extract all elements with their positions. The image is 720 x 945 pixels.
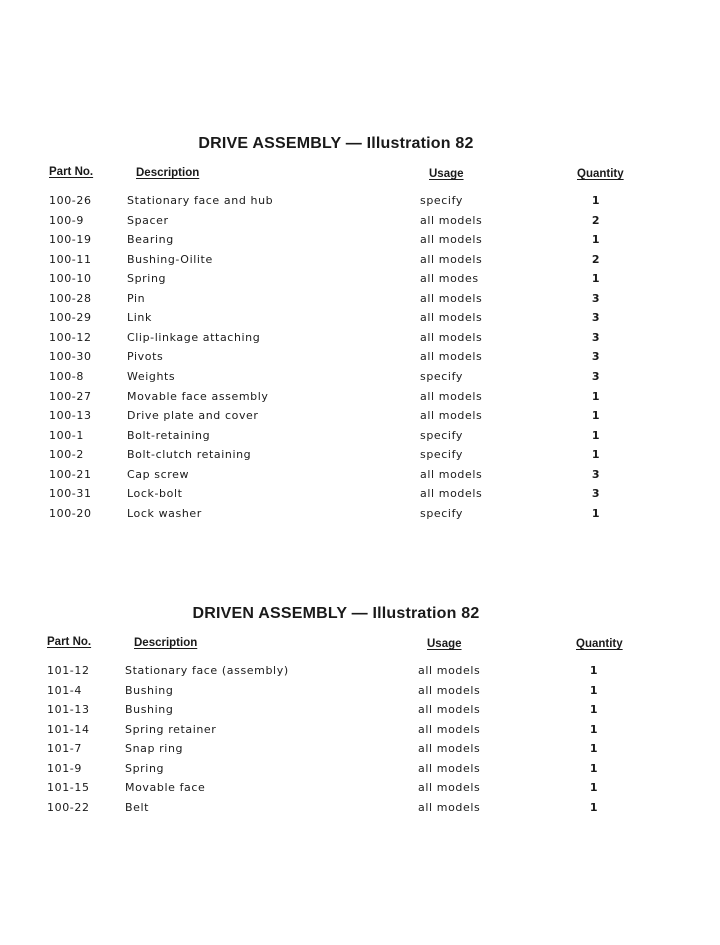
- description: Lock washer: [127, 506, 202, 520]
- usage: specify: [420, 506, 463, 520]
- table-row: [0, 801, 718, 821]
- part-number: 101-12: [47, 664, 90, 677]
- table-row: [0, 723, 718, 743]
- table-row: [0, 507, 720, 527]
- usage: all models: [420, 233, 483, 247]
- quantity: 2: [591, 213, 601, 227]
- table-row: [0, 703, 718, 723]
- quantity: 1: [589, 683, 599, 697]
- table-row: [0, 468, 720, 488]
- part-number: 100-30: [49, 350, 92, 364]
- table-row: [0, 781, 718, 801]
- usage: all models: [420, 213, 483, 227]
- usage: specify: [420, 428, 463, 442]
- table-row: [0, 292, 720, 312]
- part-number: 100-21: [49, 467, 92, 481]
- usage: all models: [418, 781, 481, 794]
- quantity: 1: [589, 761, 599, 775]
- quantity: 1: [591, 409, 601, 423]
- description: Drive plate and cover: [127, 409, 259, 423]
- description: Snap ring: [125, 742, 184, 755]
- part-number: 101-15: [47, 781, 90, 794]
- part-number: 100-28: [49, 291, 92, 305]
- description: Stationary face and hub: [127, 194, 274, 207]
- table-row: [0, 487, 720, 507]
- description: Belt: [125, 800, 150, 814]
- quantity: 3: [591, 487, 601, 501]
- part-number: 100-13: [49, 409, 92, 423]
- part-number: 101-13: [47, 703, 90, 716]
- table-row: [0, 194, 720, 214]
- driven-header-description: Description: [134, 637, 198, 649]
- usage: all models: [418, 664, 481, 677]
- description: Cap screw: [127, 467, 190, 481]
- table-row: [0, 233, 720, 253]
- description: Bushing: [125, 703, 174, 716]
- description: Link: [127, 311, 152, 325]
- usage: all models: [418, 683, 481, 697]
- drive-header-part: Part No.: [49, 166, 94, 178]
- drive-header-quantity: Quantity: [577, 168, 624, 180]
- part-number: 100-20: [49, 506, 92, 520]
- quantity: 3: [591, 369, 601, 383]
- part-number: 100-9: [49, 213, 84, 227]
- description: Spacer: [127, 213, 169, 227]
- usage: all models: [420, 252, 483, 266]
- quantity: 1: [591, 389, 601, 403]
- quantity: 3: [591, 291, 601, 305]
- table-row: [0, 311, 720, 331]
- description: Bolt-retaining: [127, 428, 211, 442]
- description: Spring: [127, 272, 167, 286]
- part-number: 101-14: [47, 722, 90, 736]
- table-row: [0, 762, 718, 782]
- part-number: 100-26: [49, 194, 92, 207]
- description: Weights: [127, 369, 176, 383]
- usage: all modes: [420, 272, 479, 286]
- quantity: 1: [589, 664, 599, 677]
- usage: specify: [420, 369, 463, 383]
- quantity: 1: [589, 703, 599, 716]
- table-row: [0, 664, 718, 684]
- table-row: [0, 684, 718, 704]
- quantity: 3: [591, 467, 601, 481]
- description: Bolt-clutch retaining: [127, 448, 252, 462]
- quantity: 1: [589, 781, 599, 794]
- part-number: 100-12: [49, 330, 92, 344]
- quantity: 3: [591, 350, 601, 364]
- description: Stationary face (assembly): [125, 664, 289, 677]
- usage: all models: [420, 389, 483, 403]
- part-number: 100-10: [49, 272, 92, 286]
- usage: all models: [418, 742, 481, 755]
- description: Bushing: [125, 683, 174, 697]
- quantity: 1: [589, 742, 599, 755]
- quantity: 1: [591, 194, 601, 207]
- driven-header-quantity: Quantity: [576, 638, 623, 650]
- part-number: 101-4: [47, 683, 82, 697]
- table-row: [0, 370, 720, 390]
- quantity: 1: [589, 722, 599, 736]
- part-number: 100-31: [49, 487, 92, 501]
- table-row: [0, 350, 720, 370]
- quantity: 1: [589, 800, 599, 814]
- quantity: 1: [591, 233, 601, 247]
- table-row: [0, 214, 720, 234]
- part-number: 100-29: [49, 311, 92, 325]
- description: Spring: [125, 761, 165, 775]
- drive-assembly-title: DRIVE ASSEMBLY — Illustration 82: [198, 135, 474, 152]
- quantity: 2: [591, 252, 601, 266]
- part-number: 100-19: [49, 233, 92, 247]
- description: Movable face: [125, 781, 206, 794]
- table-row: [0, 742, 718, 762]
- usage: specify: [420, 448, 463, 462]
- part-number: 101-9: [47, 761, 82, 775]
- quantity: 1: [591, 506, 601, 520]
- quantity: 3: [591, 330, 601, 344]
- usage: all models: [418, 703, 481, 716]
- part-number: 101-7: [47, 742, 82, 755]
- usage: all models: [420, 487, 483, 501]
- usage: specify: [420, 194, 463, 207]
- description: Bearing: [127, 233, 174, 247]
- usage: all models: [420, 350, 483, 364]
- description: Pin: [127, 291, 146, 305]
- usage: all models: [420, 409, 483, 423]
- table-row: [0, 390, 720, 410]
- usage: all models: [418, 761, 481, 775]
- quantity: 1: [591, 272, 601, 286]
- table-row: [0, 448, 720, 468]
- quantity: 3: [591, 311, 601, 325]
- description: Clip-linkage attaching: [127, 330, 261, 344]
- description: Lock-bolt: [127, 487, 183, 501]
- part-number: 100-22: [47, 800, 90, 814]
- usage: all models: [420, 330, 483, 344]
- usage: all models: [420, 467, 483, 481]
- usage: all models: [418, 722, 481, 736]
- driven-assembly-title: DRIVEN ASSEMBLY — Illustration 82: [192, 605, 480, 622]
- part-number: 100-8: [49, 369, 84, 383]
- table-row: [0, 429, 720, 449]
- quantity: 1: [591, 428, 601, 442]
- usage: all models: [420, 291, 483, 305]
- part-number: 100-2: [49, 448, 84, 462]
- part-number: 100-11: [49, 252, 92, 266]
- part-number: 100-27: [49, 389, 92, 403]
- driven-header-usage: Usage: [427, 638, 462, 650]
- description: Spring retainer: [125, 722, 217, 736]
- part-number: 100-1: [49, 428, 84, 442]
- table-row: [0, 331, 720, 351]
- description: Bushing-Oilite: [127, 252, 213, 266]
- drive-header-usage: Usage: [429, 168, 464, 180]
- driven-header-part: Part No.: [47, 636, 92, 648]
- table-row: [0, 272, 720, 292]
- usage: all models: [418, 800, 481, 814]
- drive-header-description: Description: [136, 167, 200, 179]
- quantity: 1: [591, 448, 601, 462]
- table-row: [0, 409, 720, 429]
- description: Movable face assembly: [127, 389, 269, 403]
- table-row: [0, 253, 720, 273]
- usage: all models: [420, 311, 483, 325]
- description: Pivots: [127, 350, 164, 364]
